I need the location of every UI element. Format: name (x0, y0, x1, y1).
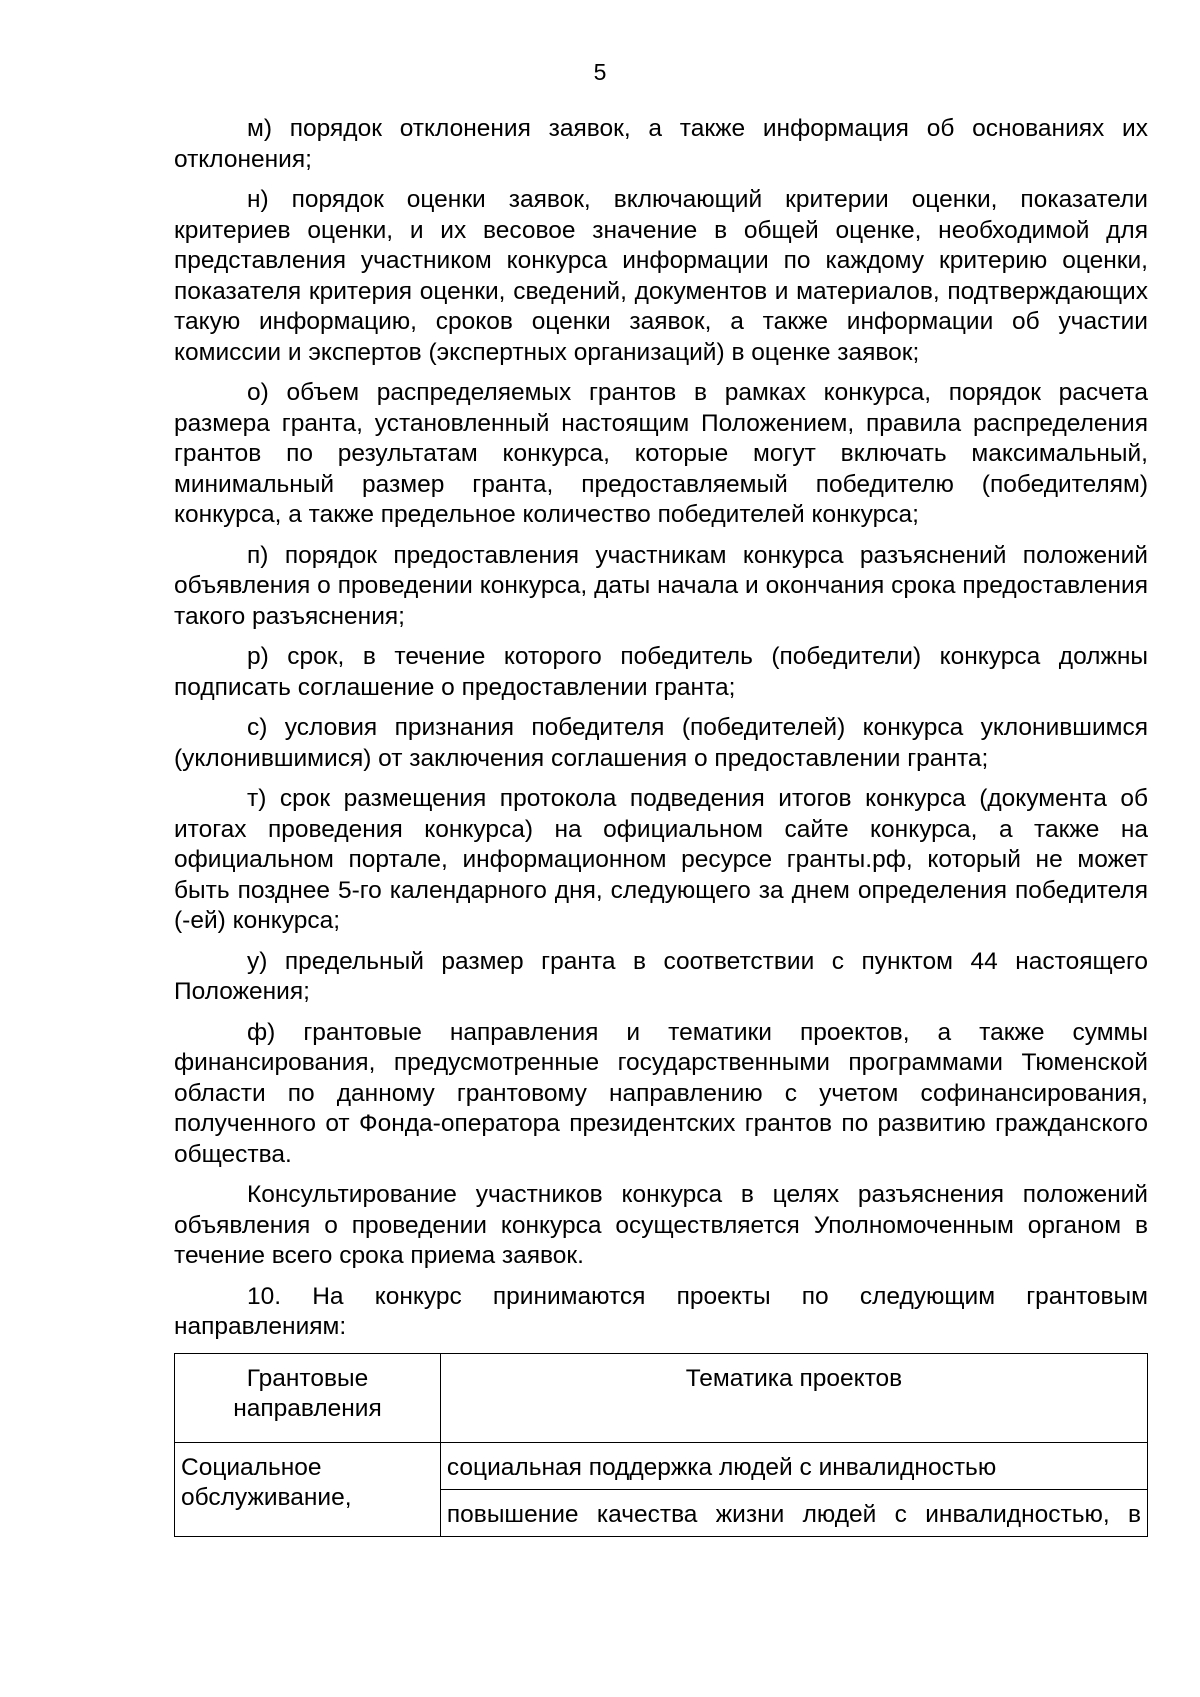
paragraph-m: м) порядок отклонения заявок, а также информация об основаниях их отклонения; (174, 115, 1148, 173)
paragraph-r: р) срок, в течение которого победитель (победители) конкурса должны подписать соглашение о предоставлении гранта; (174, 643, 1148, 701)
paragraph-s: с) условия признания победителя (победителей) конкурса уклонившимся (уклонившимися) от заключения соглашения о предоставлении гранта; (174, 714, 1148, 772)
paragraph-f: ф) грантовые направления и тематики проектов, а также суммы финансирования, предусмотренные государственными программами Тюменской области по данному грантовому направлению с учетом софинансирования, полученного от Фонда-оператора президентских грантов по развитию гражданского общества. (174, 1018, 1148, 1168)
paragraph-p: п) порядок предоставления участникам конкурса разъяснений положений объявления о проведении конкурса, даты начала и окончания срока предоставления такого разъяснения; (174, 541, 1148, 630)
page-number: 5 (593, 59, 607, 85)
table-cell-theme: повышение качества жизни людей с инвалидностью, в (440, 1489, 1147, 1536)
paragraph-o: о) объем распределяемых грантов в рамках конкурса, порядок расчета размера гранта, установленный настоящим Положением, правила распределения грантов по результатам конкурса, которые могут включать максимальный, минимальный размер гранта, предоставляемый победителю (победителям) конкурса, а также предельное количество победителей конкурса; (174, 379, 1148, 528)
paragraph-u: у) предельный размер гранта в соответствии с пунктом 44 настоящего Положения; (174, 947, 1148, 1005)
paragraph-10: 10. На конкурс принимаются проекты по следующим грантовым направлениям: (174, 1282, 1148, 1340)
paragraph-consulting: Консультирование участников конкурса в целях разъяснения положений объявления о проведении конкурса осуществляется Уполномоченным органом в течение всего срока приема заявок. (174, 1181, 1148, 1269)
grant-directions-table (174, 1353, 1148, 1537)
table-cell-direction: Социальное обслуживание, (175, 1442, 441, 1536)
table-header-directions: Грантовые направления (175, 1353, 441, 1442)
paragraph-n: н) порядок оценки заявок, включающий критерии оценки, показатели критериев оценки, и их весовое значение в общей оценке, необходимой для представления участником конкурса информации по каждому критерию оценки, показателя критерия оценки, сведений, документов и материалов, подтверждающих такую информацию, сроков оценки заявок, а также информации об участии комиссии и экспертов (экспертных организаций) в оценке заявок; (174, 186, 1148, 366)
table-header-row (175, 1353, 1148, 1442)
table-header-themes: Тематика проектов (440, 1353, 1147, 1442)
table-row (175, 1442, 1148, 1489)
document-body (174, 114, 1148, 1537)
paragraph-t: т) срок размещения протокола подведения итогов конкурса (документа об итогах проведения конкурса) на официальном сайте конкурса, а также на официальном портале, информационном ресурсе гранты.рф, который не может быть позднее 5-го календарного дня, следующего за днем определения победителя (-ей) конкурса; (174, 785, 1148, 934)
table-cell-theme: социальная поддержка людей с инвалидностью (440, 1442, 1147, 1489)
